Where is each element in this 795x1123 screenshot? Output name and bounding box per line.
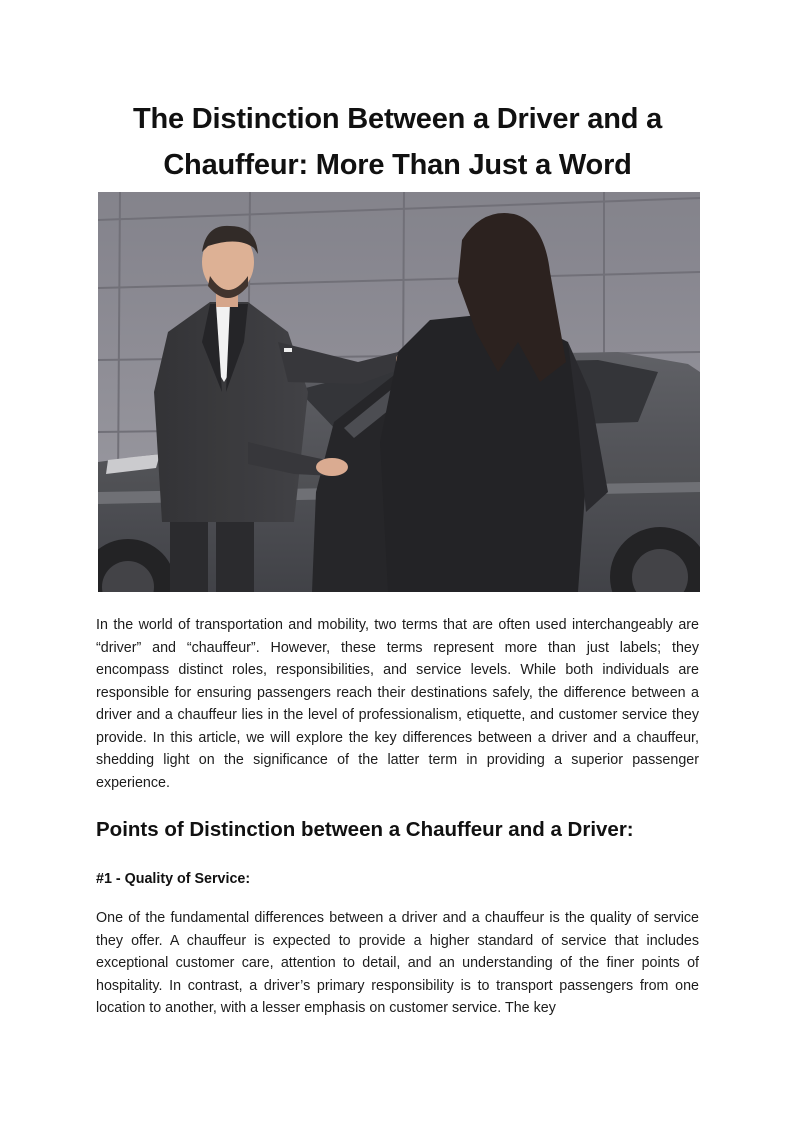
hero-photo	[98, 192, 700, 592]
quality-of-service-paragraph: One of the fundamental differences between a driver and a chauffeur is the quality of service they offer. A chauffeur is expected to provide a higher standard of service that includes exceptional customer care, attention to detail, and an understanding of the finer points of hospitality. In contrast, a driver’s primary responsibility is to transport passengers from one location to another, with a lesser emphasis on customer service. The key	[96, 910, 699, 1016]
subsection-heading: #1 - Quality of Service:	[96, 871, 251, 887]
intro-paragraph: In the world of transportation and mobility, two terms that are often used interchangeably are “driver” and “chauffeur”. However, these terms represent more than just labels; they encompass distinct roles, responsibilities, and service levels. While both individuals are responsible for ensuring passengers reach their destinations safely, the difference between a driver and a chauffeur lies in the level of professionalism, etiquette, and customer service they provide. In this article, we will explore the key differences between a driver and a chauffeur, shedding light on the significance of the latter term in providing a superior passenger experience.	[96, 617, 699, 791]
section-heading: Points of Distinction between a Chauffeur and a Driver:	[96, 818, 634, 841]
article-title: The Distinction Between a Driver and a Chauffeur: More Than Just a Word	[132, 103, 663, 181]
